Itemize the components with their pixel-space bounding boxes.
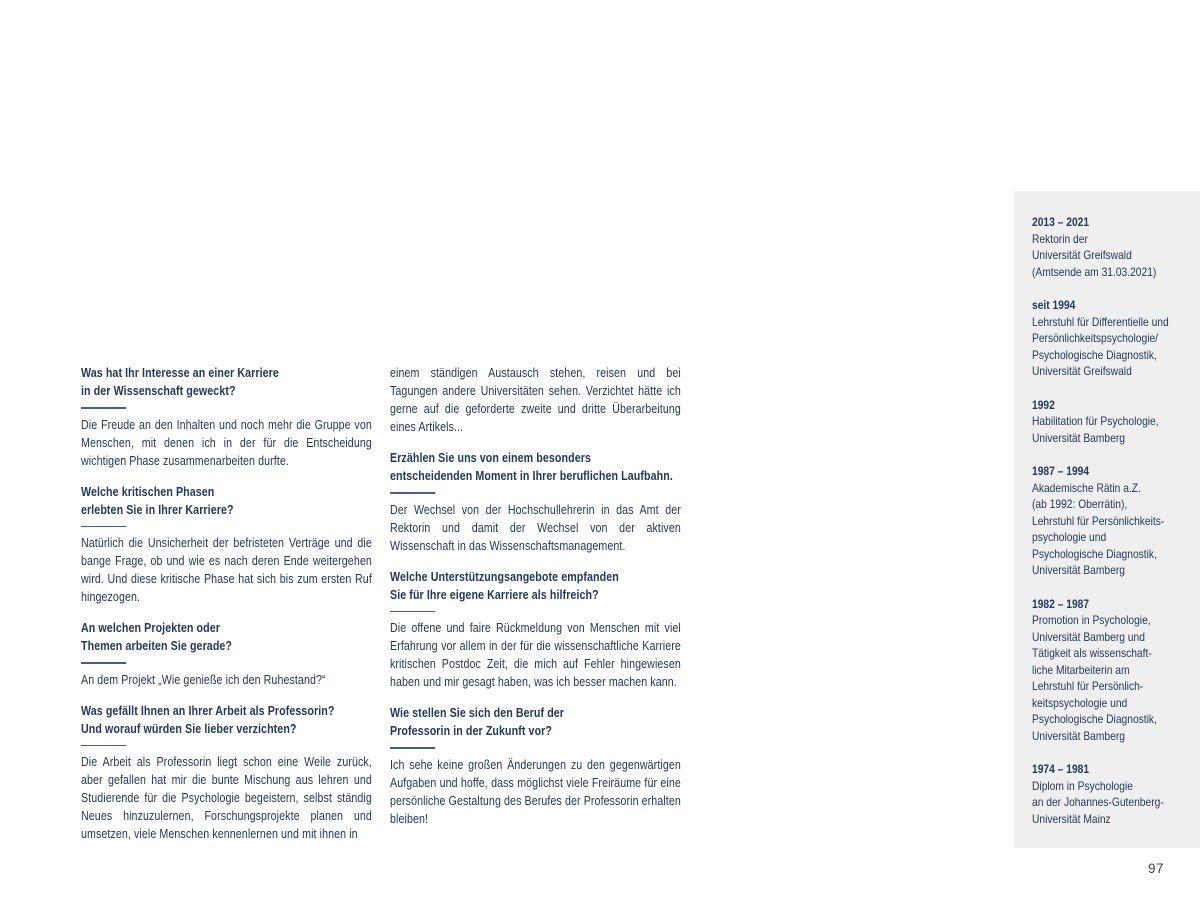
question-divider-rule [390, 611, 435, 613]
question-divider-rule [81, 407, 126, 409]
qa-block [81, 364, 372, 470]
cv-line: Psychologische Diagnostik, [1032, 712, 1157, 726]
cv-line: Persönlichkeitspsychologie/ [1032, 331, 1159, 345]
question-line: in der Wissenschaft geweckt? [81, 384, 236, 398]
question-divider-rule [81, 745, 126, 747]
interview-column-right [390, 364, 681, 828]
interview-answer: einem ständigen Austausch stehen, reisen und bei Tagungen andere Universitäten sehen. Verzichtet hätte ich gerne auf die geforderte zweite und dritte Überarbeitung eines Artikels... [390, 366, 681, 434]
question-line: Was gefällt Ihnen an Ihrer Arbeit als Professorin? [81, 703, 335, 718]
interview-answer: Die offene und faire Rückmeldung von Menschen mit viel Erfahrung vor allem in der für die wissenschaftliche Karriere kritischen Postdoc Zeit, die mich auf Fehler hingewiesen haben und mir gesagt haben, was ich besser machen kann. [390, 621, 681, 689]
interview-question [81, 364, 372, 400]
interview-answer: Ich sehe keine großen Änderungen zu den gegenwärtigen Aufgaben und hoffe, dass möglichst viele Freiräume für eine persönliche Gestaltung des Berufes der Professorin erhalten bleiben! [390, 757, 681, 826]
question-line: Und worauf würden Sie lieber verzichten? [81, 721, 297, 736]
page-number: 97 [1148, 861, 1165, 876]
cv-line: an der Johannes-Gutenberg- [1032, 795, 1164, 809]
interview-question [390, 568, 681, 604]
answer-continuation-block [390, 364, 681, 436]
interview-answer: Die Arbeit als Professorin liegt schon eine Weile zurück, aber gefallen hat mir die bunte Mischung aus lehren und Studierende für die Psychologie begeistern, selbst ständig Neues hinzuzulernen, Forschungsprojekte planen und umsetzen, viele Menschen kennenlernen und mit ihnen in [81, 755, 372, 841]
interview-question [81, 483, 372, 519]
question-line: erlebten Sie in Ihrer Karriere? [81, 502, 234, 517]
question-divider-rule [390, 492, 435, 494]
cv-period: 2013 – 2021 [1032, 215, 1090, 229]
cv-line: Psychologische Diagnostik, [1032, 347, 1157, 362]
qa-block [81, 702, 372, 844]
cv-line: Lehrstuhl für Differentielle und [1032, 314, 1169, 329]
cv-line: Universität Mainz [1032, 811, 1111, 826]
cv-line: Lehrstuhl für Persönlich- [1032, 679, 1144, 693]
interview-question [390, 704, 681, 740]
interview-question [390, 449, 681, 485]
cv-period: seit 1994 [1032, 298, 1076, 312]
question-line: Sie für Ihre eigene Karriere als hilfreich? [390, 587, 599, 602]
cv-entry [1032, 596, 1186, 745]
question-line: Welche Unterstützungsangebote empfanden [390, 569, 619, 584]
qa-block [390, 568, 681, 692]
interview-answer: Der Wechsel von der Hochschullehrerin in das Amt der Rektorin und damit der Wechsel von der aktiven Wissenschaft in das Wissenschaftsmanagement. [390, 502, 681, 553]
cv-timeline [1032, 214, 1186, 827]
cv-entry [1032, 214, 1186, 280]
cv-line: Universität Bamberg [1032, 728, 1125, 743]
question-line: entscheidenden Moment in Ihrer beruflichen Laufbahn. [390, 469, 673, 483]
question-line: Themen arbeiten Sie gerade? [81, 639, 233, 653]
cv-line: Promotion in Psychologie, [1032, 613, 1151, 627]
cv-line: keitspsychologie und [1032, 695, 1128, 710]
question-divider-rule [390, 747, 435, 749]
question-line: Welche kritischen Phasen [81, 484, 215, 499]
cv-line: Universität Bamberg und [1032, 629, 1145, 644]
interview-question [81, 702, 372, 738]
cv-line: Tätigkeit als wissenschaft- [1032, 646, 1152, 660]
cv-line: liche Mitarbeiterin am [1032, 662, 1130, 677]
cv-line: Universität Greifswald [1032, 248, 1132, 262]
cv-line: (ab 1992: Oberrätin), [1032, 497, 1128, 511]
qa-block [81, 619, 372, 689]
interview-answer: Die Freude an den Inhalten und noch mehr die Gruppe von Menschen, mit denen ich in der für die Entscheidung wichtigen Phase zusammenarbeiten durfte. [81, 417, 372, 468]
cv-line: Universität Bamberg [1032, 430, 1125, 445]
cv-entry [1032, 297, 1186, 380]
cv-line: Lehrstuhl für Persönlichkeits- [1032, 513, 1165, 528]
qa-block [81, 483, 372, 607]
cv-line: Akademische Rätin a.Z. [1032, 480, 1141, 495]
cv-line: Rektorin der [1032, 231, 1088, 246]
question-line: Was hat Ihr Interesse an einer Karriere [81, 366, 279, 380]
cv-sidebar [1014, 191, 1200, 848]
cv-period: 1987 – 1994 [1032, 464, 1090, 478]
cv-period: 1982 – 1987 [1032, 596, 1090, 611]
interview-question [81, 619, 372, 655]
cv-line: (Amtsende am 31.03.2021) [1032, 264, 1157, 279]
interview-column-left [81, 364, 372, 843]
interview-answer: An dem Projekt „Wie genieße ich den Ruhestand?“ [81, 672, 326, 687]
cv-entry [1032, 761, 1186, 827]
question-line: An welchen Projekten oder [81, 621, 221, 635]
cv-line: Psychologische Diagnostik, [1032, 546, 1157, 561]
cv-period: 1974 – 1981 [1032, 762, 1090, 776]
cv-line: Diplom in Psychologie [1032, 778, 1133, 793]
question-line: Erzählen Sie uns von einem besonders [390, 451, 591, 465]
cv-line: Universität Greifswald [1032, 364, 1132, 378]
question-line: Wie stellen Sie sich den Beruf der [390, 706, 565, 720]
question-divider-rule [81, 662, 126, 664]
cv-line: psychologie und [1032, 530, 1107, 544]
question-line: Professorin in der Zukunft vor? [390, 724, 553, 738]
cv-period: 1992 [1032, 397, 1055, 412]
qa-block [390, 704, 681, 828]
cv-entry [1032, 463, 1186, 579]
cv-line: Habilitation für Psychologie, [1032, 414, 1159, 428]
interview-answer: Natürlich die Unsicherheit der befristeten Verträge und die bange Frage, ob und wie es nach deren Ende weitergehen wird. Und diese kritische Phase hat sich bis zum ersten Ruf hingezogen. [81, 536, 372, 604]
qa-block [390, 449, 681, 555]
question-divider-rule [81, 526, 126, 528]
cv-entry [1032, 397, 1186, 447]
cv-line: Universität Bamberg [1032, 563, 1125, 577]
